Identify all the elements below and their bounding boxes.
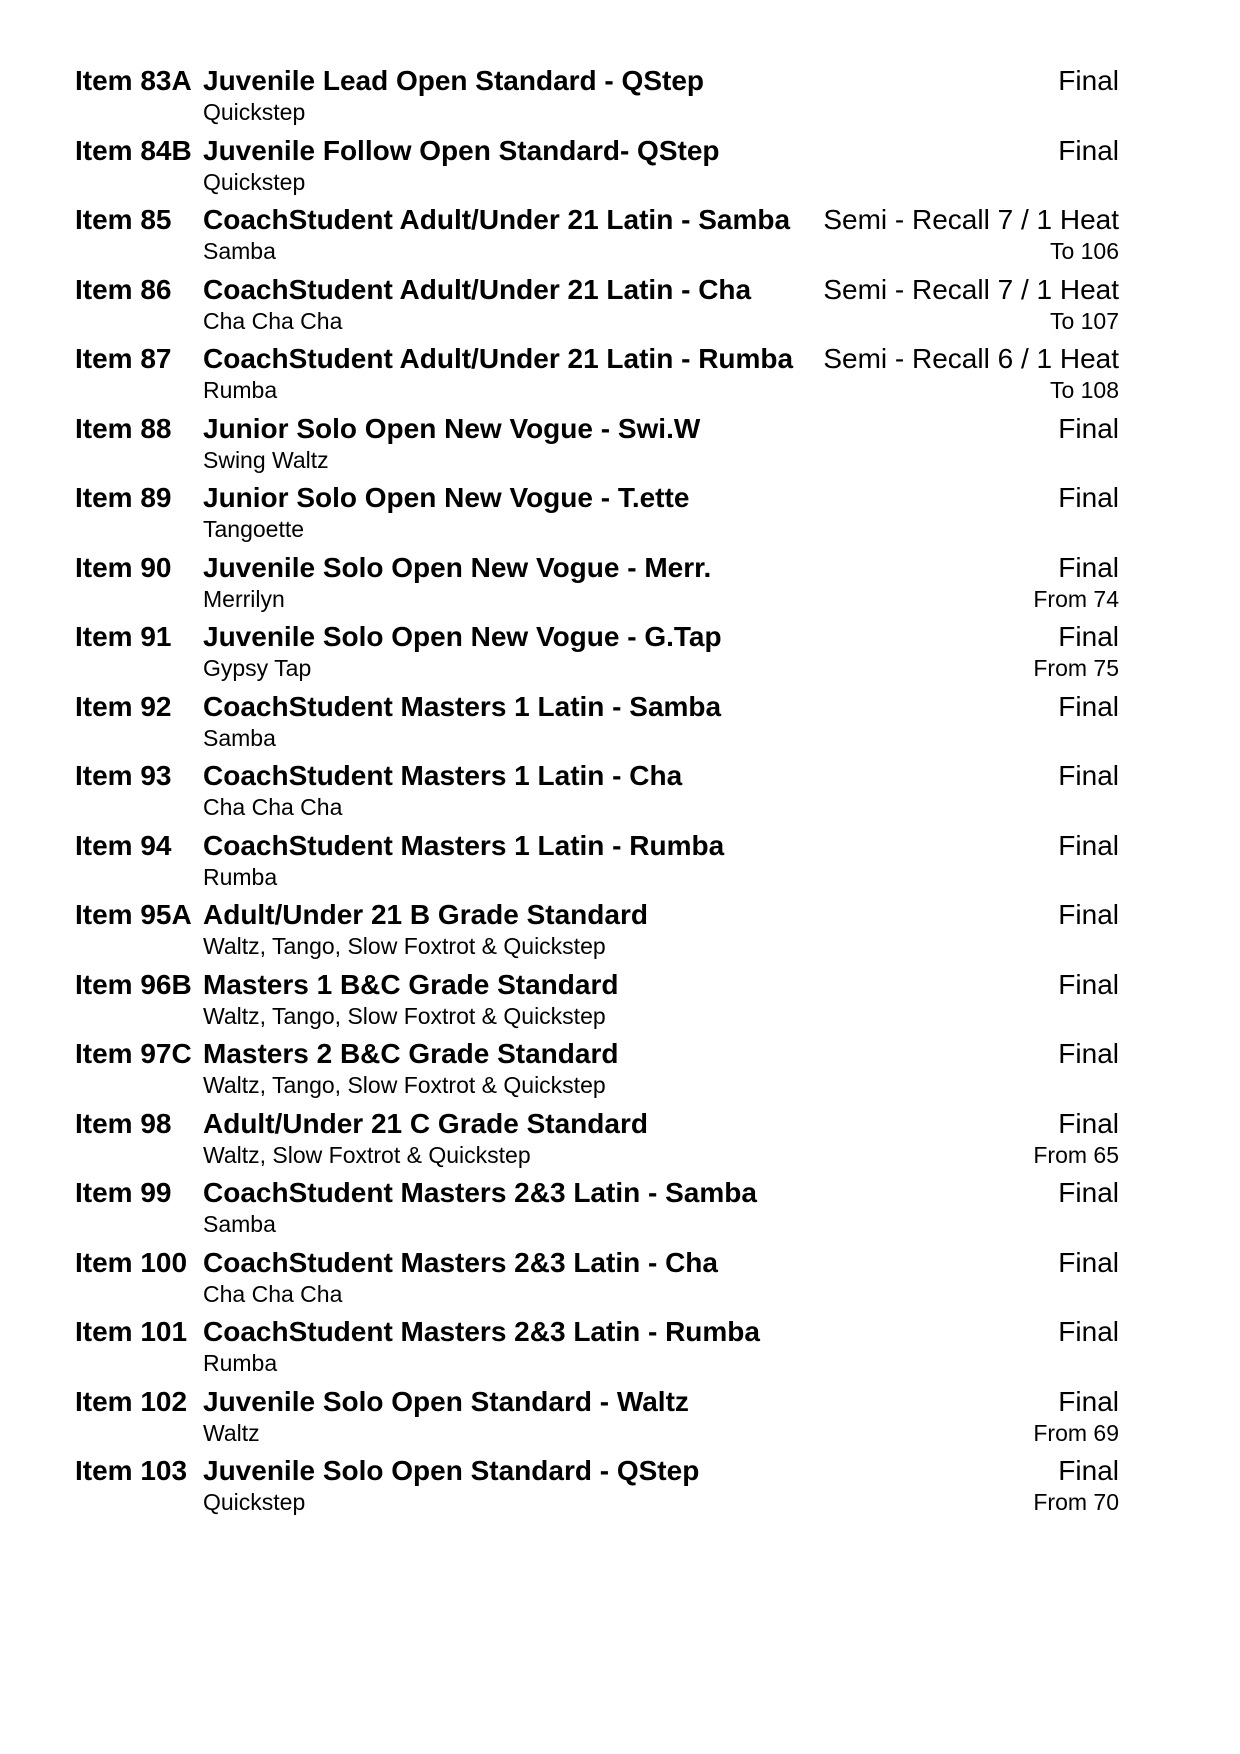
item-detail-row	[203, 307, 1119, 335]
event-program-page	[75, 64, 1119, 1524]
item-dances: Waltz, Tango, Slow Foxtrot & Quickstep	[203, 933, 606, 959]
item-number: Item 102	[75, 1385, 188, 1417]
program-item	[75, 1246, 1119, 1308]
item-title: Juvenile Lead Open Standard - QStep	[203, 65, 704, 96]
item-detail-row	[203, 98, 1119, 126]
item-dances: Cha Cha Cha	[203, 1280, 343, 1307]
item-title-row	[75, 64, 1119, 98]
item-title: CoachStudent Masters 2&3 Latin - Rumba	[203, 1316, 760, 1347]
item-number: Item 99	[75, 1177, 172, 1208]
item-detail-row	[203, 585, 1119, 613]
item-detail-row	[203, 376, 1119, 404]
program-item	[75, 342, 1119, 404]
item-number: Item 95A	[75, 899, 192, 930]
item-detail-row	[203, 1141, 1119, 1169]
item-round-status: Final	[1058, 1246, 1119, 1278]
item-title: CoachStudent Masters 2&3 Latin - Cha	[203, 1246, 718, 1278]
item-detail-row	[203, 168, 1119, 196]
item-round-status: Semi - Recall 7 / 1 Heat	[823, 273, 1119, 305]
item-number: Item 84B	[75, 134, 192, 166]
program-item-list	[75, 64, 1119, 1516]
item-title-row	[75, 134, 1119, 168]
item-detail-row	[203, 1349, 1119, 1377]
item-detail-row	[203, 1071, 1119, 1099]
item-title-row	[75, 829, 1119, 863]
item-title: Junior Solo Open New Vogue - T.ette	[203, 482, 690, 513]
item-title: CoachStudent Masters 1 Latin - Rumba	[203, 829, 725, 861]
program-item	[75, 481, 1119, 543]
item-dances: Tangoette	[203, 516, 305, 542]
item-title-row	[75, 1176, 1119, 1210]
item-detail-row	[203, 515, 1119, 543]
item-title: Adult/Under 21 B Grade Standard	[203, 899, 648, 930]
item-title: Adult/Under 21 C Grade Standard	[203, 1107, 648, 1139]
item-heat-note: From 74	[1033, 585, 1119, 612]
item-number: Item 89	[75, 482, 172, 513]
program-item	[75, 64, 1119, 126]
program-item	[75, 690, 1119, 752]
item-dances: Waltz, Tango, Slow Foxtrot & Quickstep	[203, 1002, 606, 1029]
program-item	[75, 203, 1119, 265]
item-dances: Gypsy Tap	[203, 655, 312, 681]
item-round-status: Final	[1058, 1038, 1119, 1069]
item-round-status: Final	[1058, 1316, 1119, 1347]
item-round-status: Semi - Recall 6 / 1 Heat	[823, 343, 1119, 374]
program-item	[75, 1315, 1119, 1377]
item-title: CoachStudent Adult/Under 21 Latin - Rumba	[203, 343, 794, 374]
item-round-status: Final	[1058, 968, 1119, 1000]
item-heat-note: To 106	[1049, 238, 1119, 264]
item-heat-note: To 108	[1049, 377, 1119, 403]
item-number: Item 86	[75, 273, 172, 305]
item-title-row	[75, 203, 1119, 237]
item-title-row	[75, 1454, 1119, 1488]
item-detail-row	[203, 446, 1119, 474]
item-dances: Samba	[203, 1211, 276, 1237]
item-round-status: Final	[1058, 760, 1119, 791]
item-title: CoachStudent Adult/Under 21 Latin - Cha	[203, 273, 752, 305]
item-title-row	[75, 342, 1119, 376]
program-item	[75, 412, 1119, 474]
item-number: Item 97C	[75, 1038, 192, 1069]
program-item	[75, 1454, 1119, 1516]
item-round-status: Final	[1058, 621, 1119, 652]
item-title-row	[75, 968, 1119, 1002]
item-number: Item 96B	[75, 968, 192, 1000]
item-round-status: Final	[1058, 134, 1119, 166]
item-title-row	[75, 690, 1119, 724]
program-item	[75, 620, 1119, 682]
item-title: Masters 1 B&C Grade Standard	[203, 968, 619, 1000]
item-detail-row	[203, 793, 1119, 821]
item-dances: Rumba	[203, 863, 278, 890]
item-detail-row	[203, 1280, 1119, 1308]
program-item	[75, 273, 1119, 335]
program-item	[75, 968, 1119, 1030]
program-item	[75, 829, 1119, 891]
program-item	[75, 898, 1119, 960]
item-detail-row	[203, 237, 1119, 265]
item-round-status: Final	[1058, 551, 1119, 583]
item-round-status: Final	[1058, 412, 1119, 444]
item-title: Juvenile Solo Open New Vogue - G.Tap	[203, 621, 722, 652]
item-title-row	[75, 1385, 1119, 1419]
item-title-row	[75, 481, 1119, 515]
item-heat-note: From 75	[1033, 655, 1119, 681]
item-dances: Quickstep	[203, 99, 306, 125]
item-dances: Cha Cha Cha	[203, 794, 343, 820]
program-item	[75, 1176, 1119, 1238]
program-item	[75, 1107, 1119, 1169]
item-round-status: Final	[1058, 1385, 1119, 1417]
item-title-row	[75, 759, 1119, 793]
item-detail-row	[203, 1002, 1119, 1030]
item-number: Item 94	[75, 829, 172, 861]
item-dances: Quickstep	[203, 1489, 306, 1515]
program-item	[75, 1385, 1119, 1447]
item-title: Juvenile Follow Open Standard- QStep	[203, 134, 720, 166]
item-number: Item 101	[75, 1316, 188, 1347]
item-dances: Samba	[203, 724, 276, 751]
item-title-row	[75, 1246, 1119, 1280]
item-title: CoachStudent Masters 2&3 Latin - Samba	[203, 1177, 757, 1208]
item-detail-row	[203, 654, 1119, 682]
item-title-row	[75, 1037, 1119, 1071]
item-dances: Samba	[203, 238, 276, 264]
item-round-status: Final	[1058, 829, 1119, 861]
item-number: Item 98	[75, 1107, 172, 1139]
item-title-row	[75, 620, 1119, 654]
item-title-row	[75, 273, 1119, 307]
item-title: Juvenile Solo Open New Vogue - Merr.	[203, 551, 712, 583]
item-heat-note: To 107	[1049, 307, 1119, 334]
item-title: Masters 2 B&C Grade Standard	[203, 1038, 619, 1069]
program-item	[75, 759, 1119, 821]
item-number: Item 93	[75, 760, 172, 791]
item-title-row	[75, 1107, 1119, 1141]
item-dances: Waltz, Tango, Slow Foxtrot & Quickstep	[203, 1072, 606, 1098]
item-number: Item 85	[75, 204, 172, 235]
item-heat-note: From 70	[1033, 1489, 1119, 1515]
item-dances: Rumba	[203, 377, 278, 403]
item-round-status: Final	[1058, 1107, 1119, 1139]
item-round-status: Final	[1058, 899, 1119, 930]
item-dances: Merrilyn	[203, 585, 285, 612]
item-detail-row	[203, 1419, 1119, 1447]
item-round-status: Final	[1058, 482, 1119, 513]
item-heat-note: From 65	[1033, 1141, 1119, 1168]
item-dances: Waltz, Slow Foxtrot & Quickstep	[203, 1141, 531, 1168]
item-title: CoachStudent Masters 1 Latin - Cha	[203, 760, 683, 791]
item-title-row	[75, 898, 1119, 932]
item-round-status: Final	[1058, 65, 1119, 96]
item-title-row	[75, 1315, 1119, 1349]
item-round-status: Final	[1058, 1455, 1119, 1486]
item-title: CoachStudent Masters 1 Latin - Samba	[203, 690, 722, 722]
program-item	[75, 134, 1119, 196]
item-dances: Swing Waltz	[203, 446, 329, 473]
item-round-status: Semi - Recall 7 / 1 Heat	[823, 204, 1119, 235]
item-number: Item 87	[75, 343, 172, 374]
item-title: CoachStudent Adult/Under 21 Latin - Samba	[203, 204, 791, 235]
item-round-status: Final	[1058, 690, 1119, 722]
item-title-row	[75, 551, 1119, 585]
item-dances: Waltz	[203, 1419, 260, 1446]
item-dances: Rumba	[203, 1350, 278, 1376]
item-number: Item 83A	[75, 65, 192, 96]
item-detail-row	[203, 1210, 1119, 1238]
item-title: Junior Solo Open New Vogue - Swi.W	[203, 412, 701, 444]
item-heat-note: From 69	[1033, 1419, 1119, 1446]
item-number: Item 103	[75, 1455, 188, 1486]
item-number: Item 91	[75, 621, 172, 652]
item-number: Item 100	[75, 1246, 188, 1278]
item-detail-row	[203, 724, 1119, 752]
item-detail-row	[203, 1488, 1119, 1516]
item-number: Item 90	[75, 551, 172, 583]
item-title-row	[75, 412, 1119, 446]
program-item	[75, 551, 1119, 613]
item-round-status: Final	[1058, 1177, 1119, 1208]
item-title: Juvenile Solo Open Standard - QStep	[203, 1455, 700, 1486]
item-title: Juvenile Solo Open Standard - Waltz	[203, 1385, 689, 1417]
item-detail-row	[203, 863, 1119, 891]
item-detail-row	[203, 932, 1119, 960]
program-item	[75, 1037, 1119, 1099]
item-dances: Cha Cha Cha	[203, 307, 343, 334]
item-dances: Quickstep	[203, 168, 306, 195]
item-number: Item 92	[75, 690, 172, 722]
item-number: Item 88	[75, 412, 172, 444]
